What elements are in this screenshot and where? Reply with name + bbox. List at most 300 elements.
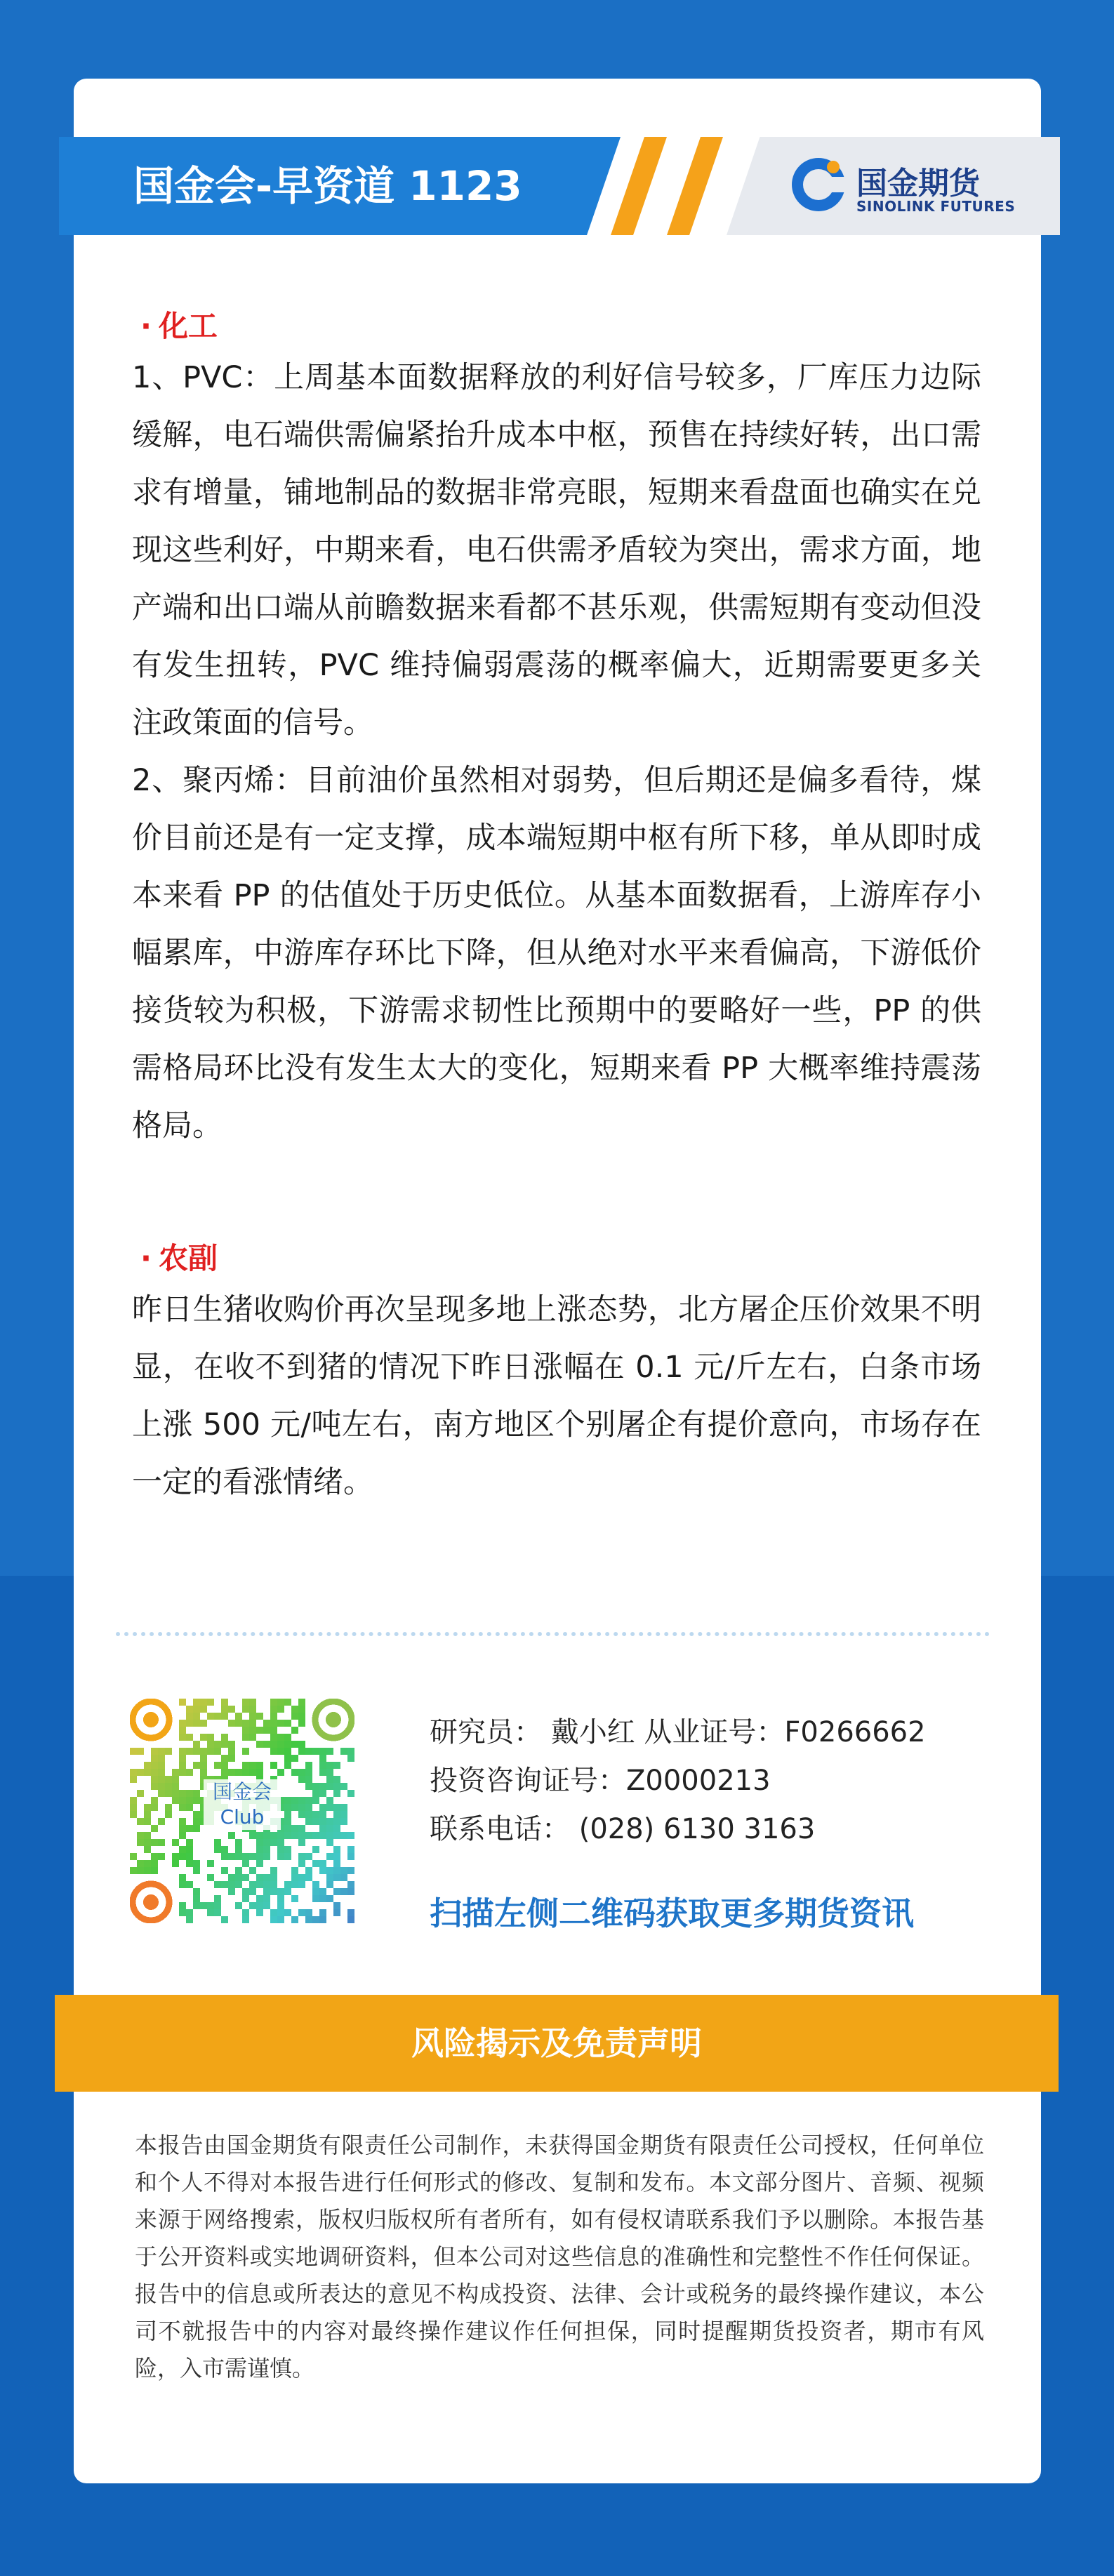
qr-module: [186, 1860, 193, 1867]
qr-module: [340, 1783, 347, 1790]
qr-module: [151, 1783, 158, 1790]
qr-module: [284, 1832, 291, 1839]
qr-module: [347, 1888, 354, 1895]
qr-module: [172, 1776, 179, 1783]
qr-module: [151, 1797, 158, 1804]
qr-module: [312, 1783, 319, 1790]
qr-module: [326, 1853, 333, 1860]
qr-module: [172, 1853, 179, 1860]
qr-module: [242, 1860, 249, 1867]
qr-module: [130, 1811, 137, 1818]
qr-module: [284, 1846, 291, 1853]
qr-module: [207, 1874, 214, 1881]
qr-module: [242, 1748, 249, 1755]
qr-module: [207, 1860, 214, 1867]
qr-module: [200, 1720, 207, 1727]
qr-module: [158, 1769, 165, 1776]
qr-module: [179, 1853, 186, 1860]
qr-module: [249, 1867, 256, 1874]
qr-module: [326, 1895, 333, 1902]
qr-module: [193, 1797, 200, 1804]
qr-module: [298, 1811, 305, 1818]
qr-module: [270, 1713, 277, 1720]
qr-module: [333, 1832, 340, 1839]
qr-module: [312, 1811, 319, 1818]
qr-module: [291, 1867, 298, 1874]
qr-module: [284, 1720, 291, 1727]
qr-module: [277, 1895, 284, 1902]
qr-module: [249, 1699, 256, 1706]
qr-module: [221, 1769, 228, 1776]
qr-module: [193, 1895, 200, 1902]
qr-module: [333, 1853, 340, 1860]
qr-module: [193, 1811, 200, 1818]
qr-module: [326, 1825, 333, 1832]
paragraph-hog: 昨日生猪收购价再次呈现多地上涨态势，北方屠企压价效果不明显，在收不到猪的情况下昨日涨幅在 0.1 元/斤左右，白条市场上涨 500 元/吨左右，南方地区个别屠企有提价意向，市场存在一定的看涨情绪。: [132, 1292, 981, 1500]
qr-module: [256, 1769, 263, 1776]
qr-module: [151, 1839, 158, 1846]
qr-module: [228, 1874, 235, 1881]
qr-module: [130, 1769, 137, 1776]
qr-module: [305, 1804, 312, 1811]
qr-module: [291, 1825, 298, 1832]
qr-module: [186, 1734, 193, 1741]
qr-module: [312, 1895, 319, 1902]
qr-module: [284, 1853, 291, 1860]
qr-module: [242, 1720, 249, 1727]
qr-module: [298, 1720, 305, 1727]
qr-module: [228, 1769, 235, 1776]
qr-module: [179, 1755, 186, 1762]
qr-module: [151, 1860, 158, 1867]
qr-module: [291, 1741, 298, 1748]
qr-module: [193, 1706, 200, 1713]
qr-module: [256, 1713, 263, 1720]
qr-module: [242, 1853, 249, 1860]
qr-module: [228, 1706, 235, 1713]
qr-module: [207, 1699, 214, 1706]
qr-module: [326, 1748, 333, 1755]
qr-module: [151, 1755, 158, 1762]
qr-module: [312, 1790, 319, 1797]
qr-module: [256, 1727, 263, 1734]
qr-module: [347, 1909, 354, 1916]
qr-module: [256, 1853, 263, 1860]
qr-module: [151, 1776, 158, 1783]
qr-module: [144, 1811, 151, 1818]
qr-module: [319, 1860, 326, 1867]
qr-module: [165, 1748, 172, 1755]
qr-module: [277, 1734, 284, 1741]
qr-module: [193, 1748, 200, 1755]
qr-module: [179, 1902, 186, 1909]
qr-module: [144, 1846, 151, 1853]
qr-module: [179, 1846, 186, 1853]
qr-module: [319, 1783, 326, 1790]
qr-module: [179, 1909, 186, 1916]
qr-module: [277, 1902, 284, 1909]
qr-module: [200, 1902, 207, 1909]
qr-module: [228, 1853, 235, 1860]
qr-module: [214, 1762, 221, 1769]
qr-module: [242, 1909, 249, 1916]
qr-module: [207, 1909, 214, 1916]
qr-module: [291, 1804, 298, 1811]
qr-module: [172, 1860, 179, 1867]
qr-module: [263, 1881, 270, 1888]
qr-module: [347, 1748, 354, 1755]
qr-module: [193, 1860, 200, 1867]
qr-module: [312, 1818, 319, 1825]
qr-module: [333, 1867, 340, 1874]
qr-module: [193, 1867, 200, 1874]
qr-module: [207, 1741, 214, 1748]
qr-module: [256, 1839, 263, 1846]
qr-module: [347, 1881, 354, 1888]
qr-module: [277, 1888, 284, 1895]
consult-license: 投资咨询证号：Z0000213: [430, 1765, 771, 1797]
qr-module: [228, 1748, 235, 1755]
qr-module: [333, 1804, 340, 1811]
bullet-dot-icon: ·: [140, 309, 152, 343]
qr-module: [228, 1720, 235, 1727]
qr-module: [347, 1790, 354, 1797]
qr-module: [242, 1769, 249, 1776]
qr-module: [242, 1916, 249, 1923]
qr-module: [333, 1888, 340, 1895]
qr-module: [340, 1818, 347, 1825]
qr-module: [319, 1762, 326, 1769]
qr-module: [312, 1748, 319, 1755]
qr-module: [263, 1888, 270, 1895]
qr-module: [214, 1741, 221, 1748]
qr-module: [137, 1790, 144, 1797]
qr-module: [193, 1790, 200, 1797]
qr-module: [263, 1902, 270, 1909]
qr-module: [312, 1881, 319, 1888]
qr-module: [221, 1734, 228, 1741]
qr-module: [312, 1846, 319, 1853]
qr-module: [305, 1867, 312, 1874]
qr-module: [270, 1699, 277, 1706]
qr-module: [151, 1853, 158, 1860]
qr-module: [291, 1713, 298, 1720]
qr-module: [340, 1832, 347, 1839]
qr-module: [312, 1916, 319, 1923]
qr-module: [277, 1916, 284, 1923]
qr-module: [207, 1713, 214, 1720]
qr-module: [298, 1748, 305, 1755]
qr-module: [319, 1825, 326, 1832]
qr-module: [277, 1741, 284, 1748]
qr-module: [214, 1713, 221, 1720]
qr-module: [179, 1804, 186, 1811]
qr-module: [277, 1748, 284, 1755]
qr-module: [340, 1811, 347, 1818]
qr-module: [200, 1706, 207, 1713]
qr-module: [333, 1909, 340, 1916]
qr-module: [298, 1874, 305, 1881]
qr-module: [221, 1853, 228, 1860]
qr-module: [263, 1874, 270, 1881]
qr-module: [242, 1734, 249, 1741]
qr-module: [130, 1797, 137, 1804]
qr-module: [179, 1818, 186, 1825]
qr-module: [298, 1804, 305, 1811]
qr-module: [151, 1825, 158, 1832]
qr-module: [172, 1790, 179, 1797]
qr-module: [137, 1867, 144, 1874]
qr-module: [298, 1713, 305, 1720]
qr-module: [151, 1867, 158, 1874]
qr-module: [186, 1846, 193, 1853]
qr-module: [277, 1853, 284, 1860]
qr-module: [144, 1818, 151, 1825]
qr-module: [305, 1853, 312, 1860]
qr-module: [284, 1818, 291, 1825]
qr-module: [319, 1888, 326, 1895]
qr-module: [186, 1713, 193, 1720]
qr-module: [291, 1874, 298, 1881]
qr-module: [144, 1839, 151, 1846]
qr-module: [193, 1902, 200, 1909]
qr-module: [228, 1888, 235, 1895]
qr-module: [207, 1748, 214, 1755]
qr-module: [242, 1727, 249, 1734]
qr-module: [214, 1895, 221, 1902]
logo-text-en: SINOLINK FUTURES: [856, 198, 1016, 215]
qr-module: [151, 1748, 158, 1755]
qr-module: [291, 1832, 298, 1839]
qr-module: [186, 1769, 193, 1776]
qr-module: [319, 1832, 326, 1839]
qr-module: [270, 1748, 277, 1755]
qr-module: [284, 1699, 291, 1706]
qr-module: [214, 1881, 221, 1888]
section-title-agri: · 农副: [140, 1241, 218, 1275]
researcher-info: 研究员： 戴小红 从业证号：F0266662: [430, 1716, 926, 1748]
qr-module: [291, 1755, 298, 1762]
qr-module: [221, 1755, 228, 1762]
qr-module: [235, 1713, 242, 1720]
qr-module: [298, 1832, 305, 1839]
qr-module: [347, 1853, 354, 1860]
qr-module: [305, 1832, 312, 1839]
qr-module: [333, 1790, 340, 1797]
qr-module: [340, 1867, 347, 1874]
qr-module: [172, 1769, 179, 1776]
qr-module: [221, 1706, 228, 1713]
qr-module: [312, 1832, 319, 1839]
qr-module: [263, 1846, 270, 1853]
qr-module: [200, 1755, 207, 1762]
qr-module: [319, 1769, 326, 1776]
qr-module: [242, 1895, 249, 1902]
qr-module: [333, 1825, 340, 1832]
qr-module: [305, 1748, 312, 1755]
qr-module: [319, 1895, 326, 1902]
qr-module: [172, 1797, 179, 1804]
qr-module: [179, 1734, 186, 1741]
qr-module: [319, 1818, 326, 1825]
qr-module: [256, 1860, 263, 1867]
qr-module: [186, 1839, 193, 1846]
qr-module: [186, 1881, 193, 1888]
qr-module: [144, 1769, 151, 1776]
qr-module: [305, 1874, 312, 1881]
qr-module: [228, 1881, 235, 1888]
qr-module: [319, 1867, 326, 1874]
risk-banner: [55, 1995, 1059, 2092]
qr-module: [221, 1762, 228, 1769]
qr-module: [298, 1825, 305, 1832]
qr-module: [193, 1825, 200, 1832]
qr-module: [221, 1916, 228, 1923]
qr-module: [270, 1839, 277, 1846]
qr-module: [165, 1790, 172, 1797]
qr-module: [249, 1713, 256, 1720]
qr-module: [340, 1804, 347, 1811]
qr-module: [277, 1720, 284, 1727]
qr-module: [235, 1874, 242, 1881]
qr-module: [179, 1769, 186, 1776]
qr-module: [284, 1748, 291, 1755]
qr-module: [326, 1832, 333, 1839]
qr-module: [256, 1874, 263, 1881]
qr-module: [277, 1846, 284, 1853]
qr-module: [193, 1720, 200, 1727]
qr-module: [214, 1839, 221, 1846]
qr-module: [207, 1902, 214, 1909]
qr-module: [235, 1881, 242, 1888]
scan-tip: 扫描左侧二维码获取更多期货资讯: [430, 1894, 914, 1932]
qr-module: [333, 1902, 340, 1909]
qr-module: [179, 1699, 186, 1706]
qr-module: [144, 1860, 151, 1867]
qr-module: [326, 1839, 333, 1846]
qr-module: [235, 1720, 242, 1727]
qr-module: [270, 1832, 277, 1839]
qr-module: [319, 1916, 326, 1923]
qr-module: [340, 1874, 347, 1881]
qr-module: [256, 1832, 263, 1839]
qr-module: [165, 1811, 172, 1818]
qr-module: [228, 1755, 235, 1762]
qr-module: [249, 1720, 256, 1727]
qr-module: [186, 1804, 193, 1811]
qr-module: [144, 1804, 151, 1811]
qr-module: [186, 1797, 193, 1804]
qr-module: [151, 1769, 158, 1776]
qr-module: [130, 1776, 137, 1783]
qr-module: [242, 1706, 249, 1713]
qr-module: [249, 1769, 256, 1776]
qr-module: [333, 1846, 340, 1853]
disclaimer-text: 本报告由国金期货有限责任公司制作，未获得国金期货有限责任公司授权，任何单位和个人不得对本报告进行任何形式的修改、复制和发布。本文部分图片、音频、视频来源于网络搜索，版权归版权所有者所有，如有侵权请联系我们予以删除。本报告基于公开资料或实地调研资料，但本公司对这些信息的准确性和完整性不作任何保证。报告中的信息或所表达的意见不构成投资、法律、会计或税务的最终操作建议，本公司不就报告中的内容对最终操作建议作任何担保，同时提醒期货投资者，期市有风险，入市需谨慎。: [135, 2132, 984, 2382]
qr-module: [305, 1797, 312, 1804]
qr-module: [172, 1783, 179, 1790]
qr-module: [263, 1853, 270, 1860]
qr-module: [347, 1867, 354, 1874]
qr-module: [221, 1846, 228, 1853]
qr-module: [291, 1881, 298, 1888]
qr-module: [137, 1860, 144, 1867]
qr-module: [263, 1895, 270, 1902]
qr-module: [270, 1874, 277, 1881]
risk-title: 风险揭示及免责声明: [411, 2024, 702, 2062]
qr-module: [207, 1734, 214, 1741]
qr-module: [179, 1874, 186, 1881]
qr-module: [298, 1839, 305, 1846]
qr-module: [158, 1762, 165, 1769]
qr-module: [242, 1762, 249, 1769]
qr-module: [333, 1762, 340, 1769]
qr-module: [277, 1706, 284, 1713]
qr-module: [305, 1769, 312, 1776]
qr-module: [284, 1825, 291, 1832]
qr-module: [228, 1832, 235, 1839]
qr-module: [263, 1720, 270, 1727]
qr-module: [221, 1699, 228, 1706]
qr-module: [214, 1909, 221, 1916]
qr-module: [263, 1839, 270, 1846]
qr-module: [326, 1804, 333, 1811]
qr-module: [144, 1762, 151, 1769]
qr-module: [326, 1881, 333, 1888]
qr-module: [165, 1776, 172, 1783]
qr-module: [235, 1902, 242, 1909]
qr-module: [326, 1762, 333, 1769]
qr-module: [165, 1783, 172, 1790]
qr-module: [263, 1832, 270, 1839]
qr-module: [298, 1741, 305, 1748]
qr-module: [137, 1769, 144, 1776]
qr-module: [312, 1860, 319, 1867]
qr-module: [340, 1888, 347, 1895]
qr-module: [333, 1874, 340, 1881]
qr-module: [158, 1776, 165, 1783]
qr-module: [193, 1818, 200, 1825]
qr-module: [305, 1818, 312, 1825]
qr-module: [172, 1839, 179, 1846]
paragraph-pp: 2、聚丙烯：目前油价虽然相对弱势，但后期还是偏多看待，煤价目前还是有一定支撑，成本端短期中枢有所下移，单从即时成本来看 PP 的估值处于历史低位。从基本面数据看，上游库存小幅累库，中游库存环比下降，但从绝对水平来看偏高，下游低价接货较为积极，下游需求韧性比预期中的要略好一些，PP 的供需格局环比没有发生太大的变化，短期来看 PP 大概率维持震荡格局。: [132, 763, 981, 1143]
qr-module: [326, 1776, 333, 1783]
qr-module: [130, 1867, 137, 1874]
qr-module: [249, 1734, 256, 1741]
qr-module: [158, 1839, 165, 1846]
qr-module: [291, 1706, 298, 1713]
qr-module: [256, 1881, 263, 1888]
qr-module: [186, 1909, 193, 1916]
qr-module: [326, 1769, 333, 1776]
qr-module: [235, 1839, 242, 1846]
qr-module: [158, 1790, 165, 1797]
qr-module: [326, 1797, 333, 1804]
qr-module: [319, 1909, 326, 1916]
contact-phone: 联系电话： (028) 6130 3163: [430, 1813, 816, 1845]
qr-module: [214, 1902, 221, 1909]
qr-module: [326, 1818, 333, 1825]
qr-module: [326, 1867, 333, 1874]
qr-module: [249, 1888, 256, 1895]
qr-module: [200, 1769, 207, 1776]
dotted-divider: [116, 1632, 990, 1636]
qr-module: [186, 1706, 193, 1713]
qr-module: [298, 1853, 305, 1860]
qr-module: [305, 1811, 312, 1818]
qr-module: [319, 1748, 326, 1755]
qr-module: [291, 1797, 298, 1804]
